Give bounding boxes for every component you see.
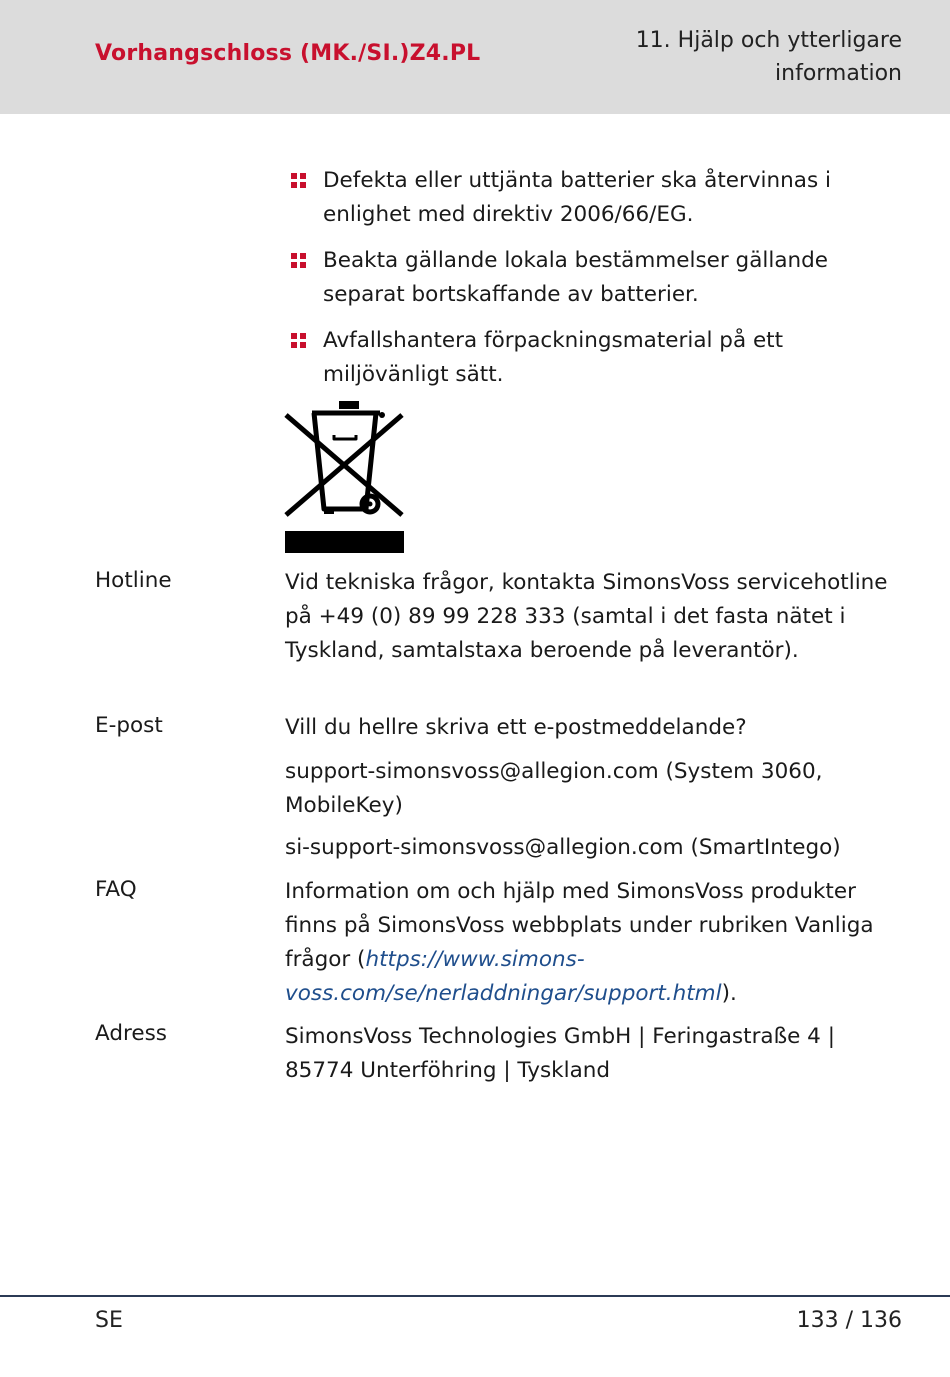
hotline-text: Vid tekniska frågor, kontakta SimonsVoss servicehotline på +49 (0) 89 99 228 333 (samtal i det fasta nätet i Tyskland, samtalstaxa beroende på leverantör). [285,570,888,663]
list-item [290,324,880,392]
chapter-line-2: information [775,61,902,86]
crossed-out-wheelie-bin-icon [284,401,406,554]
address-text: SimonsVoss Technologies GmbH | Feringastraße 4 | 85774 Unterföhring | Tyskland [285,1024,835,1083]
email-address-smartintego[interactable]: si-support-simonsvoss@allegion.com (SmartIntego) [285,835,841,860]
page-header [0,0,950,114]
email-label: E-post [95,713,163,738]
list-item [290,164,880,232]
email-address-support[interactable]: support-simonsvoss@allegion.com (System 3060, MobileKey) [285,759,823,818]
footer-divider [0,1295,950,1297]
faq-text [285,875,905,1011]
footer-language: SE [95,1308,123,1333]
email-intro: Vill du hellre skriva ett e-postmeddelande? [285,715,747,740]
faq-support-link[interactable]: https://www.simons-voss.com/se/nerladdningar/support.html [285,947,722,1006]
faq-label: FAQ [95,877,137,902]
hotline-label: Hotline [95,568,172,593]
bullet-icon [291,253,307,269]
chapter-heading [582,24,902,90]
bullet-icon [291,173,307,189]
bullet-icon [291,333,307,349]
faq-text-before: Information om och hjälp med SimonsVoss produkter finns på SimonsVoss webbplats under rubriken Vanliga frågor ( [285,879,874,972]
bullet-text: Avfallshantera förpackningsmaterial på ett miljövänligt sätt. [323,328,784,387]
list-item [290,244,880,312]
faq-text-after: ). [721,981,737,1006]
footer-page-number: 133 / 136 [796,1308,902,1333]
document-title: Vorhangschloss (MK./SI.)Z4.PL [95,41,481,66]
bullet-text: Defekta eller uttjänta batterier ska återvinnas i enlighet med direktiv 2006/66/EG. [323,168,831,227]
bullet-text: Beakta gällande lokala bestämmelser gällande separat bortskaffande av batterier. [323,248,828,307]
chapter-line-1: 11. Hjälp och ytterligare [635,28,902,53]
address-label: Adress [95,1021,167,1046]
